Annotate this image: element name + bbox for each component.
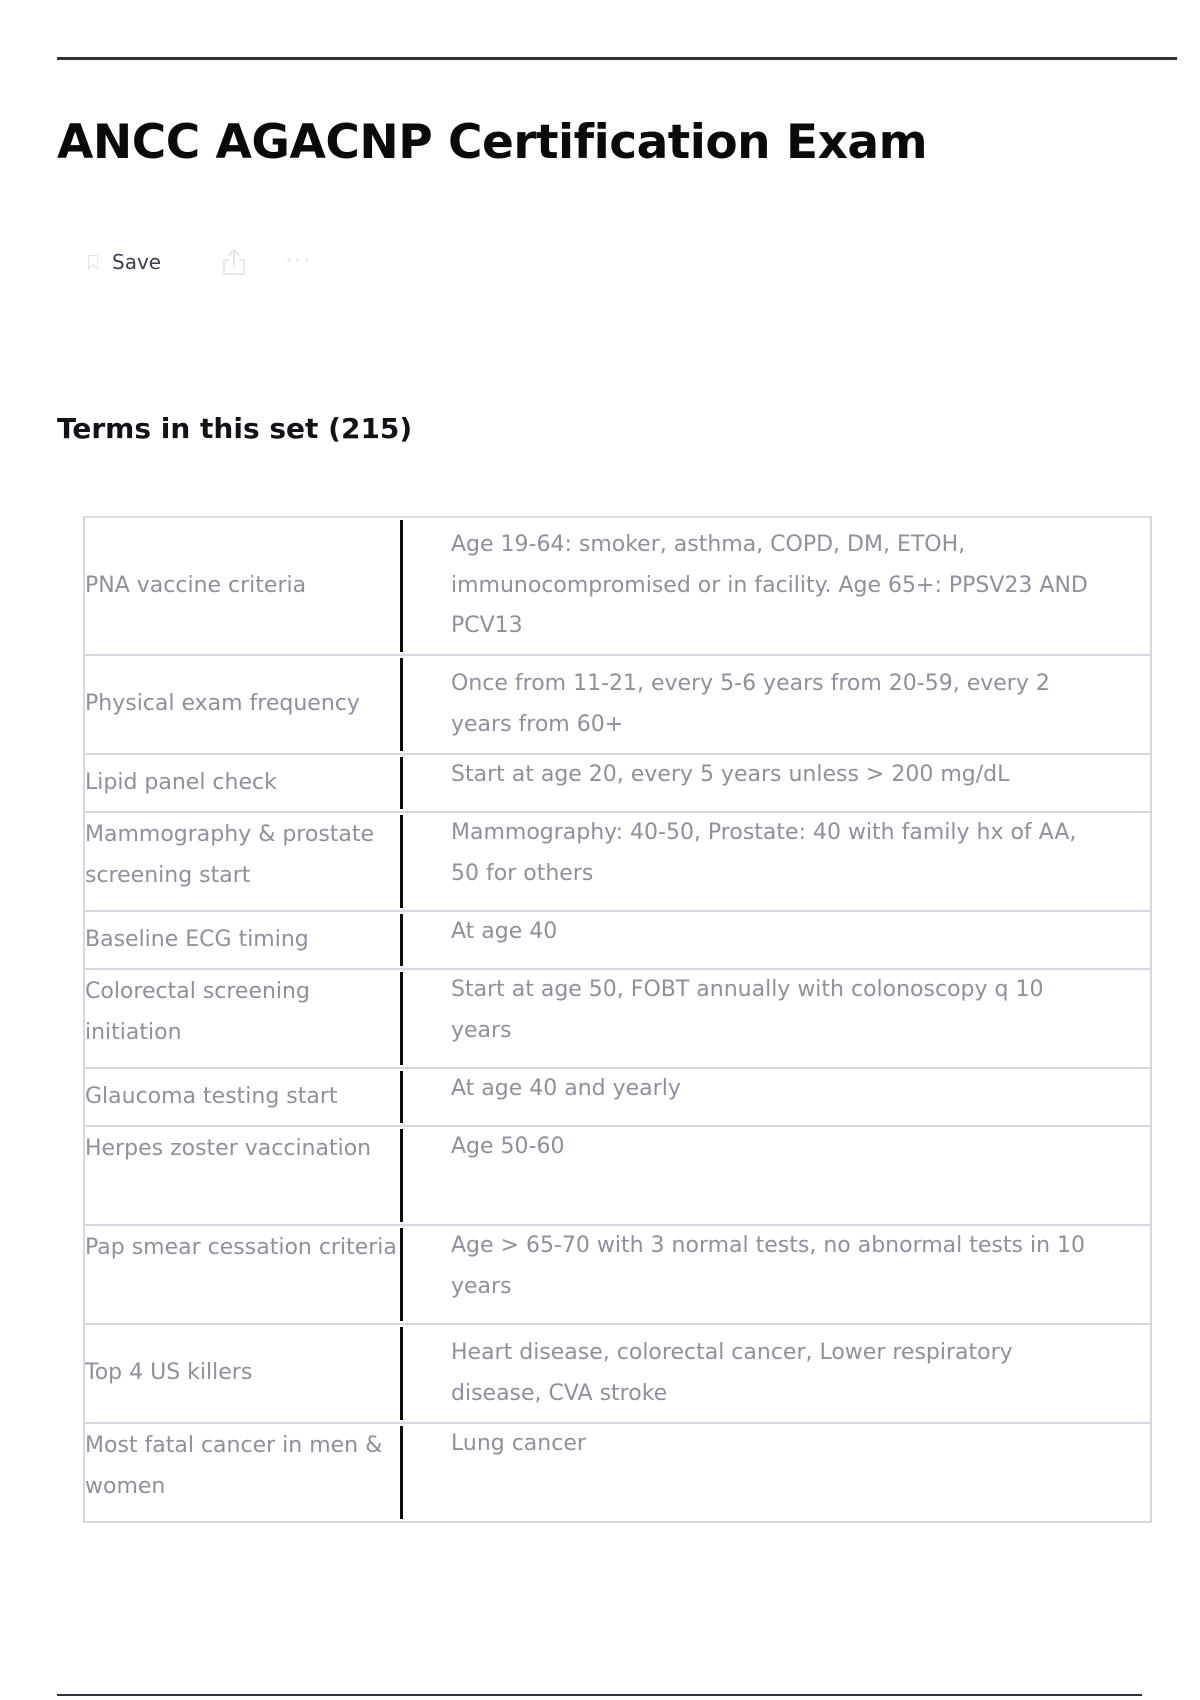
share-icon[interactable]	[221, 247, 247, 277]
term-definition: Lung cancer	[451, 1431, 586, 1456]
term-row[interactable]	[83, 1067, 1152, 1127]
term-word: Glaucoma testing start	[85, 1071, 403, 1123]
term-row[interactable]	[83, 910, 1152, 970]
term-word: Pap smear cessation criteria	[85, 1228, 403, 1321]
term-word: PNA vaccine criteria	[85, 520, 403, 652]
terms-list	[83, 516, 1152, 1521]
term-row[interactable]	[83, 811, 1152, 912]
term-row[interactable]	[83, 516, 1152, 656]
term-word: Top 4 US killers	[85, 1327, 403, 1420]
term-definition: Mammography: 40-50, Prostate: 40 with family hx of AA, 50 for others	[451, 820, 1077, 886]
term-definition: Start at age 20, every 5 years unless > 200 mg/dL	[451, 762, 1010, 787]
term-definition: At age 40	[451, 919, 558, 944]
top-divider	[57, 57, 1177, 60]
term-row[interactable]	[83, 968, 1152, 1069]
term-word: Mammography & prostate screening start	[85, 815, 403, 908]
term-definition: Start at age 50, FOBT annually with colonoscopy q 10 years	[451, 977, 1044, 1043]
bottom-divider	[57, 1694, 1142, 1696]
term-definition: At age 40 and yearly	[451, 1076, 681, 1101]
term-definition: Age > 65-70 with 3 normal tests, no abnormal tests in 10 years	[451, 1233, 1085, 1299]
term-row[interactable]	[83, 1125, 1152, 1226]
bookmark-icon	[88, 255, 98, 270]
term-word: Herpes zoster vaccination	[85, 1129, 403, 1222]
more-dots-icon[interactable]: ···	[285, 249, 313, 274]
term-row[interactable]	[83, 1323, 1152, 1424]
term-row[interactable]	[83, 1422, 1152, 1523]
term-row[interactable]	[83, 753, 1152, 813]
term-word: Most fatal cancer in men & women	[85, 1426, 403, 1519]
term-word: Physical exam frequency	[85, 658, 403, 751]
term-word: Colorectal screening initiation	[85, 972, 403, 1065]
page-title: ANCC AGACNP Certification Exam	[57, 115, 928, 170]
action-bar	[88, 244, 312, 280]
term-definition: Age 19-64: smoker, asthma, COPD, DM, ETOH, immunocompromised or in facility. Age 65+: PPSV23 AND PCV13	[451, 532, 1088, 639]
terms-heading: Terms in this set (215)	[57, 412, 413, 445]
term-definition: Age 50-60	[451, 1134, 565, 1159]
save-button[interactable]	[88, 250, 161, 274]
term-row[interactable]	[83, 654, 1152, 755]
term-word: Baseline ECG timing	[85, 914, 403, 966]
term-definition: Once from 11-21, every 5-6 years from 20-59, every 2 years from 60+	[451, 671, 1050, 737]
term-row[interactable]	[83, 1224, 1152, 1325]
term-definition: Heart disease, colorectal cancer, Lower respiratory disease, CVA stroke	[451, 1340, 1013, 1406]
save-label: Save	[112, 250, 162, 274]
term-word: Lipid panel check	[85, 757, 403, 809]
